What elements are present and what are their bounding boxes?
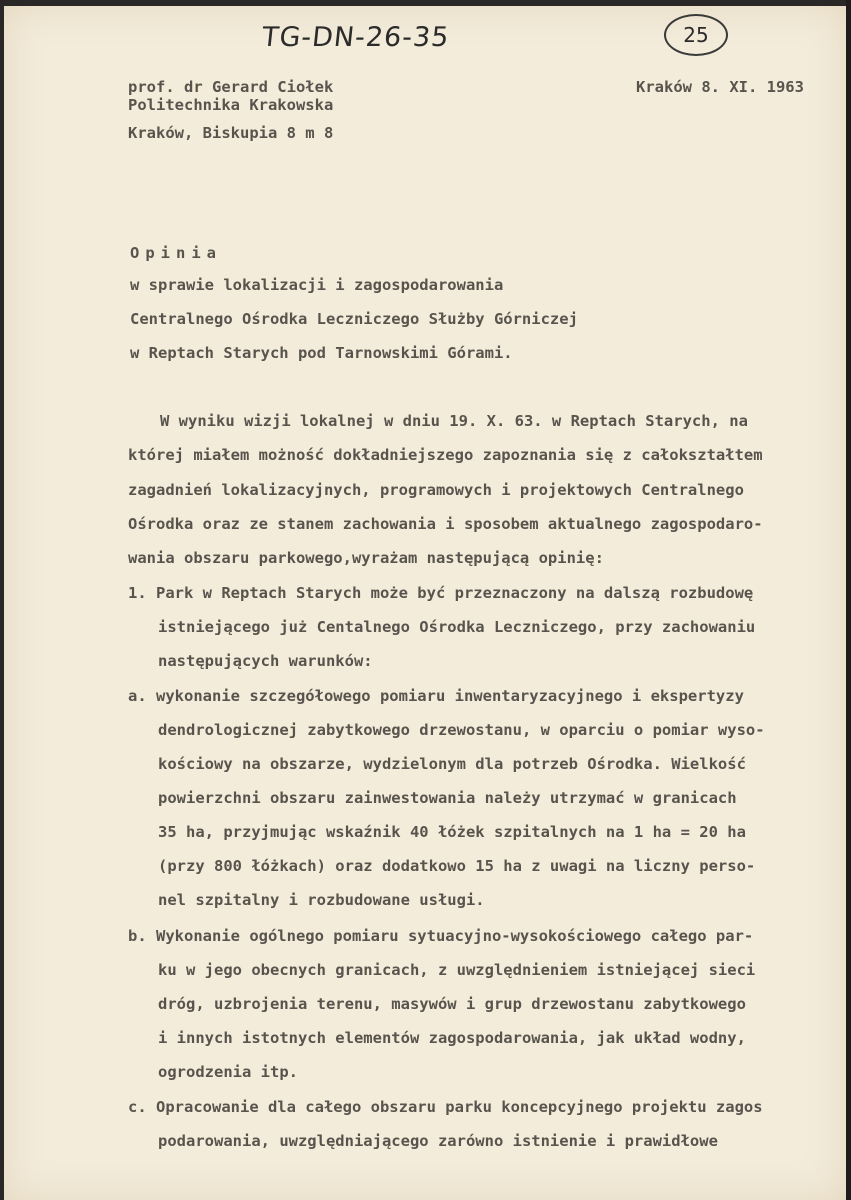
point-a-line: dendrologicznej zabytkowego drzewostanu, w oparciu o pomiar wyso- <box>158 721 765 739</box>
intro-line: W wyniku wizji lokalnej w dniu 19. X. 63. w Reptach Starych, na <box>160 412 748 430</box>
point-c-line: c. Opracowanie dla całego obszaru parku koncepcyjnego projektu zagos <box>128 1098 763 1116</box>
title-line-2: w sprawie lokalizacji i zagospodarowania <box>130 276 504 294</box>
point-1-line: istniejącego już Centalnego Ośrodka Leczniczego, przy zachowaniu <box>158 618 756 636</box>
intro-line: której miałem możność dokładniejszego zapoznania się z całokształtem <box>128 446 763 464</box>
point-b-line: b. Wykonanie ogólnego pomiaru sytuacyjno-wysokościowego całego par- <box>128 927 754 945</box>
point-a-line: 35 ha, przyjmując wskaźnik 40 łóżek szpitalnych na 1 ha = 20 ha <box>158 823 746 841</box>
point-a-line: a. wykonanie szczegółowego pomiaru inwentaryzacyjnego i ekspertyzy <box>128 687 744 705</box>
intro-line: Ośrodka oraz ze stanem zachowania i sposobem aktualnego zagospodaro- <box>128 515 763 533</box>
institution: Politechnika Krakowska <box>128 96 334 114</box>
point-a-line: nel szpitalny i rozbudowane usługi. <box>158 891 485 909</box>
point-1-line: 1. Park w Reptach Starych może być przeznaczony na dalszą rozbudowę <box>128 584 754 602</box>
document-title: Opinia <box>130 244 222 262</box>
title-line-4: w Reptach Starych pod Tarnowskimi Górami. <box>130 344 513 362</box>
point-b-line: ku w jego obecnych granicach, z uwzględnieniem istniejącej sieci <box>158 961 756 979</box>
point-b-line: ogrodzenia itp. <box>158 1063 298 1081</box>
page-number-circle <box>664 14 728 56</box>
point-1-line: następujących warunków: <box>158 652 373 670</box>
page-edge <box>846 0 851 1200</box>
intro-line: zagadnień lokalizacyjnych, programowych i projektowych Centralnego <box>128 481 744 499</box>
point-a-line: powierzchni obszaru zainwestowania należy utrzymać w granicach <box>158 789 737 807</box>
point-b-line: dróg, uzbrojenia terenu, masywów i grup drzewostanu zabytkowego <box>158 995 746 1013</box>
date: Kraków 8. XI. 1963 <box>636 78 804 96</box>
point-c-line: podarowania, uwzględniającego zarówno istnienie i prawidłowe <box>158 1132 718 1150</box>
author-name: prof. dr Gerard Ciołek <box>128 78 334 96</box>
point-a-line: (przy 800 łóżkach) oraz dodatkowo 15 ha z uwagi na liczny perso- <box>158 857 756 875</box>
document-page <box>4 6 846 1200</box>
point-a-line: kościowy na obszarze, wydzielonym dla potrzeb Ośrodka. Wielkość <box>158 755 746 773</box>
address: Kraków, Biskupia 8 m 8 <box>128 124 334 142</box>
page-number: 25 <box>683 23 709 47</box>
title-line-3: Centralnego Ośrodka Leczniczego Służby Górniczej <box>130 310 578 328</box>
intro-line: wania obszaru parkowego,wyrażam następującą opinię: <box>128 549 604 567</box>
reference-number: TG-DN-26-35 <box>260 22 451 53</box>
point-b-line: i innych istotnych elementów zagospodarowania, jak układ wodny, <box>158 1029 746 1047</box>
